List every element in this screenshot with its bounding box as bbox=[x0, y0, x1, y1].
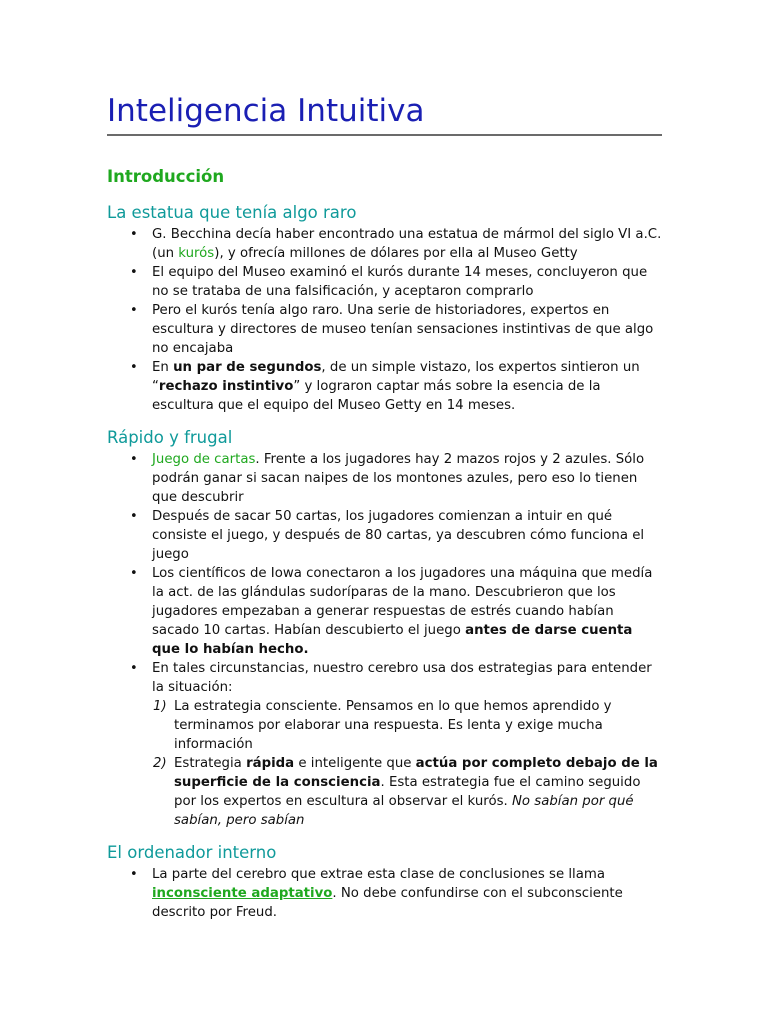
list-item: • En tales circunstancias, nuestro cerebro usa dos estrategias para entender la situación: 1) La estrategia consciente. Pensamos en lo que hemos aprendido y terminamos por elaborar una respuesta. Es lenta y exige mucha información 2) Estrategia rápida e inteligente que actúa por completo debajo de la superficie de la consciencia. Esta estrategia fue el camino seguido por los expertos en escultura al observar el kurós. No sabían por qué sabían, pero sabían bbox=[152, 659, 662, 830]
list-item: • El equipo del Museo examinó el kurós durante 14 meses, concluyeron que no se trataba de una falsificación, y aceptaron comprarlo bbox=[152, 263, 662, 301]
section-heading-ordenador: El ordenador interno bbox=[107, 843, 277, 862]
kuros-link[interactable]: kurós bbox=[178, 246, 215, 261]
list-item: • La parte del cerebro que extrae esta clase de conclusiones se llama inconsciente adaptativo. No debe confundirse con el subconsciente descrito por Freud. bbox=[152, 865, 662, 922]
intro-heading: Introducción bbox=[107, 167, 225, 186]
juego-de-cartas-link[interactable]: Juego de cartas bbox=[152, 452, 256, 467]
document-title: Inteligencia Intuitiva bbox=[107, 92, 662, 136]
section-heading-estatua: La estatua que tenía algo raro bbox=[107, 203, 357, 222]
list-item: • Pero el kurós tenía algo raro. Una serie de historiadores, expertos en escultura y directores de museo tenían sensaciones instintivas de que algo no encajaba bbox=[152, 301, 662, 358]
numbered-item: 2) Estrategia rápida e inteligente que actúa por completo debajo de la superficie de la consciencia. Esta estrategia fue el camino seguido por los expertos en escultura al observar el kurós. No sabían por qué sabían, pero sabían bbox=[153, 756, 658, 828]
numbered-item: 1) La estrategia consciente. Pensamos en lo que hemos aprendido y terminamos por elaborar una respuesta. Es lenta y exige mucha información bbox=[153, 699, 612, 752]
bullet-list-rapido bbox=[107, 450, 662, 830]
list-item: • Después de sacar 50 cartas, los jugadores comienzan a intuir en qué consiste el juego, y después de 80 cartas, ya descubren cómo funciona el juego bbox=[152, 507, 662, 564]
section-heading-rapido: Rápido y frugal bbox=[107, 428, 233, 447]
numbered-list-estrategias bbox=[152, 697, 662, 830]
list-item: • En un par de segundos, de un simple vistazo, los expertos sintieron un “rechazo instintivo” y lograron captar más sobre la esencia de la escultura que el equipo del Museo Getty en 14 meses. bbox=[152, 358, 662, 415]
bullet-list-estatua bbox=[107, 225, 662, 415]
bullet-list-ordenador bbox=[107, 865, 662, 922]
list-item: • Los científicos de Iowa conectaron a los jugadores una máquina que medía la act. de las glándulas sudoríparas de la mano. Descubrieron que los jugadores empezaban a generar respuestas de estrés cuando habían sacado 10 cartas. Habían descubierto el juego antes de darse cuenta que lo habían hecho. bbox=[152, 564, 662, 659]
inconsciente-adaptativo-link[interactable]: inconsciente adaptativo bbox=[152, 886, 333, 901]
document-page bbox=[107, 92, 662, 922]
list-item: • Juego de cartas. Frente a los jugadores hay 2 mazos rojos y 2 azules. Sólo podrán ganar si sacan naipes de los montones azules, pero eso lo tienen que descubrir bbox=[152, 450, 662, 507]
list-item: • G. Becchina decía haber encontrado una estatua de mármol del siglo VI a.C. (un kurós), y ofrecía millones de dólares por ella al Museo Getty bbox=[152, 225, 662, 263]
